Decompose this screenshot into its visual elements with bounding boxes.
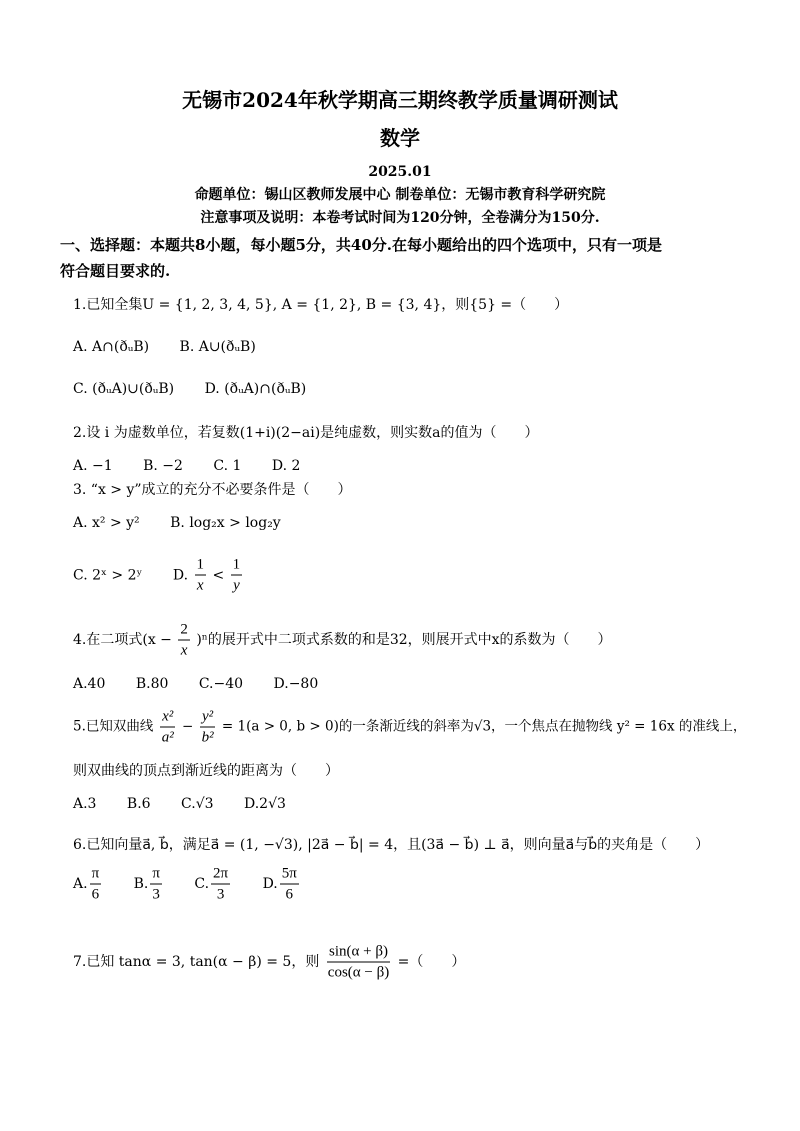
- numerator: 1: [231, 555, 243, 576]
- numerator: π: [150, 864, 162, 885]
- denominator: 3: [152, 886, 160, 903]
- fraction: [231, 555, 243, 596]
- question-7-stem: [73, 942, 465, 983]
- numerator: 2π: [211, 864, 230, 885]
- numerator: sin(α + β): [327, 942, 390, 963]
- option-label: B.: [133, 876, 149, 892]
- option-c: C. 2ˣ > 2ʸ: [73, 567, 143, 583]
- option-c: [194, 864, 232, 905]
- option-b: B.6: [126, 796, 151, 812]
- question-3-options-ab: [73, 513, 307, 533]
- stem-pre: 4.在二项式(x −: [73, 632, 172, 648]
- question-1-options-cd: [73, 379, 332, 399]
- question-5-options: [73, 794, 312, 814]
- denominator: a²: [161, 729, 174, 746]
- option-a: A. x² > y²: [73, 515, 140, 531]
- question-3-options-cd: [73, 555, 244, 596]
- numerator: 1: [195, 555, 207, 576]
- option-d: D. 2: [271, 458, 301, 474]
- stem-post: =（ ）: [397, 954, 466, 970]
- numerator: x²: [160, 707, 175, 728]
- less-than: <: [212, 567, 225, 583]
- question-6-stem: 6.已知向量a⃗, b⃗，满足a⃗ = (1, −√3), |2a⃗ − b⃗| = 4，且(3a⃗ − b⃗) ⊥ a⃗，则向量a⃗与b⃗的夹角是（ ）: [73, 837, 710, 853]
- exam-date: 2025.01: [368, 164, 432, 180]
- option-d-label: D.: [172, 567, 189, 583]
- denominator: x: [180, 642, 188, 659]
- question-2-stem: 2.设 i 为虚数单位，若复数(1+i)(2−ai)是纯虚数，则实数a的值为（ ）: [73, 425, 539, 441]
- option-a: [73, 864, 103, 905]
- question-4-stem: [73, 620, 612, 661]
- subject-title: 数学: [380, 126, 420, 150]
- question-6-options: [73, 864, 327, 905]
- question-3-stem: 3. “x > y”成立的充分不必要条件是（ ）: [73, 482, 352, 498]
- stem-post: )ⁿ的展开式中二项式系数的和是32，则展开式中x的系数为（ ）: [196, 632, 612, 648]
- fraction: [280, 864, 299, 905]
- option-label: A.: [73, 876, 88, 892]
- section-heading-cont: 符合题目要求的.: [60, 262, 171, 280]
- exam-notice: 注意事项及说明：本卷考试时间为120分钟，全卷满分为150分.: [200, 210, 600, 226]
- option-b: B.80: [135, 676, 169, 692]
- denominator: b²: [201, 729, 214, 746]
- option-a: A. −1: [73, 458, 113, 474]
- numerator: 2: [178, 620, 190, 641]
- option-label: C.: [194, 876, 210, 892]
- option-d: D.2√3: [243, 796, 286, 812]
- question-1-stem: 1.已知全集U = {1, 2, 3, 4, 5}, A = {1, 2}, B = {3, 4}，则{5} =（ ）: [73, 297, 569, 313]
- option-b: B. −2: [143, 458, 183, 474]
- stem-pre: 5.已知双曲线: [73, 718, 154, 735]
- fraction: [150, 864, 162, 905]
- option-d: D. (ðᵤA)∩(ðᵤB): [204, 381, 307, 397]
- exam-units: 命题单位：锡山区教师发展中心 制卷单位：无锡市教育科学研究院: [194, 187, 606, 203]
- option-d: [263, 864, 301, 905]
- option-b: [134, 864, 164, 905]
- option-c: C.−40: [198, 676, 244, 692]
- denominator: cos(α − β): [327, 964, 390, 981]
- exam-title: 无锡市2024年秋学期高三期终教学质量调研测试: [182, 88, 618, 112]
- question-1-options-ab: [73, 337, 282, 357]
- question-4-options: [73, 674, 344, 694]
- numerator: π: [90, 864, 102, 885]
- minus-sign: −: [181, 718, 194, 735]
- stem-post: = 1(a > 0, b > 0)的一条渐近线的斜率为√3，一个焦点在抛物线 y² = 16x 的准线上，: [221, 718, 747, 735]
- denominator: 3: [216, 886, 225, 903]
- fraction: [178, 620, 190, 661]
- question-5-stem-cont: 则双曲线的顶点到渐近线的距离为（ ）: [73, 763, 339, 779]
- section-heading: 一、选择题：本题共8小题，每小题5分，共40分.在每小题给出的四个选项中，只有一项是: [60, 236, 662, 254]
- fraction: [211, 864, 230, 905]
- option-c: C.√3: [181, 796, 214, 812]
- denominator: 6: [285, 886, 294, 903]
- denominator: x: [196, 577, 204, 594]
- option-c: C. 1: [213, 458, 242, 474]
- option-c: C. (ðᵤA)∪(ðᵤB): [73, 381, 175, 397]
- option-d: D.−80: [273, 676, 319, 692]
- stem-pre: 7.已知 tanα = 3, tan(α − β) = 5，则: [73, 954, 320, 970]
- question-5-stem: [73, 707, 746, 748]
- fraction: [160, 707, 176, 748]
- option-b: B. A∪(ðᵤB): [179, 339, 256, 355]
- option-label: D.: [262, 876, 278, 892]
- question-2-options: [73, 456, 326, 476]
- fraction: [200, 707, 216, 748]
- fraction: [195, 555, 207, 596]
- option-b: B. log₂x > log₂y: [170, 515, 281, 531]
- fraction: [90, 864, 102, 905]
- fraction: [326, 942, 391, 983]
- numerator: 5π: [280, 864, 299, 885]
- option-a: A.3: [73, 796, 97, 812]
- denominator: 6: [91, 886, 100, 903]
- option-a: A. A∩(ðᵤB): [73, 339, 150, 355]
- option-a: A.40: [73, 676, 106, 692]
- option-d: [172, 556, 244, 594]
- numerator: y²: [200, 707, 215, 728]
- denominator: y: [233, 577, 240, 594]
